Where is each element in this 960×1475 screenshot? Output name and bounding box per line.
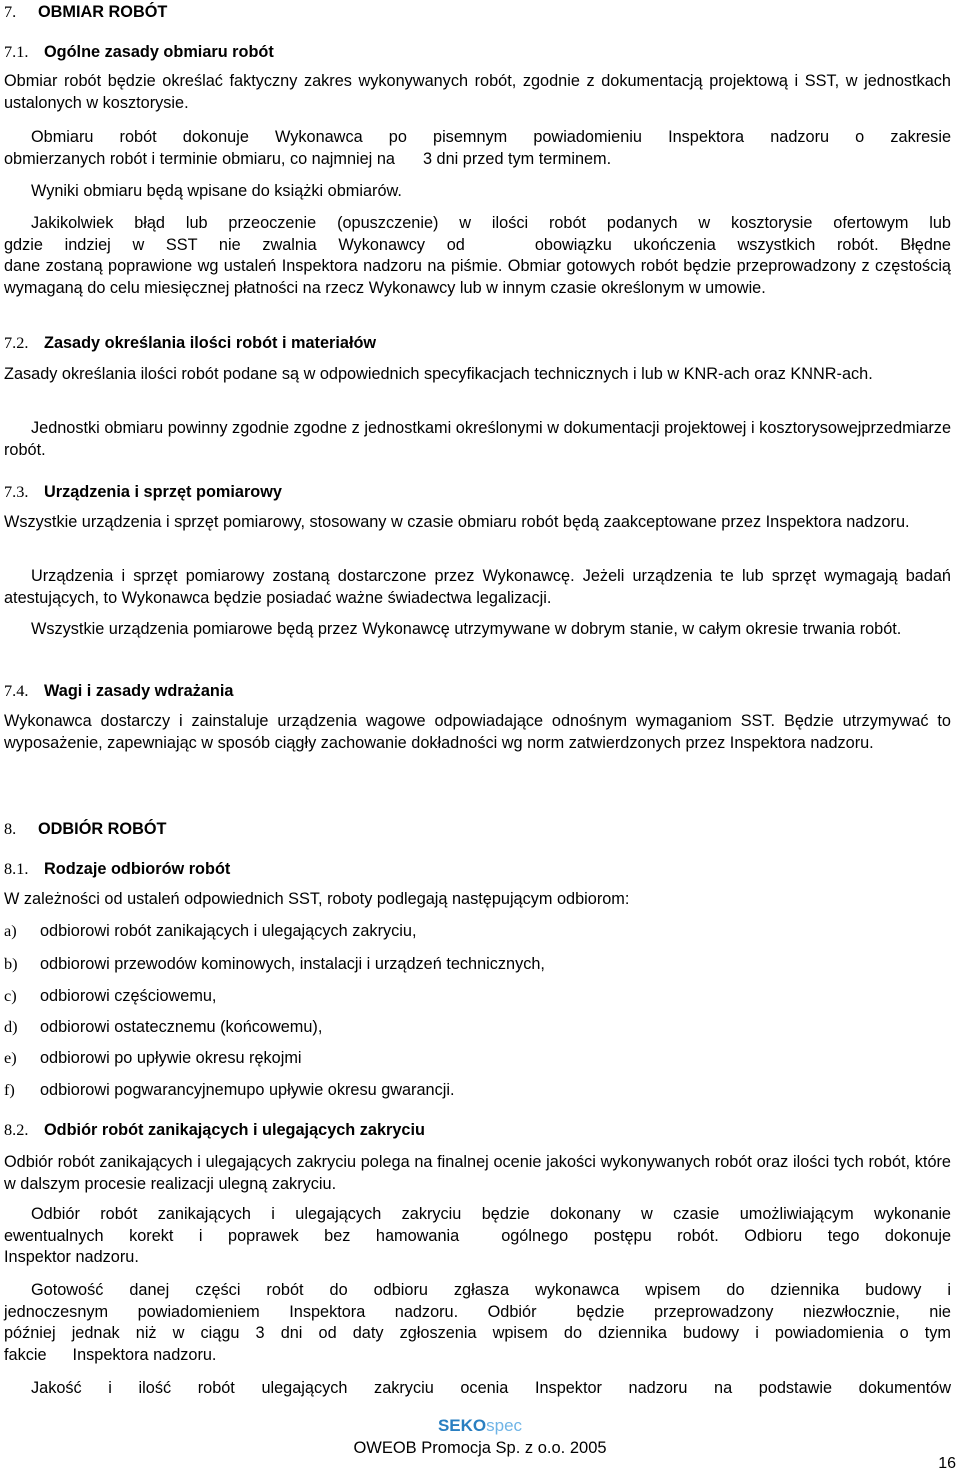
paragraph: Odbiór robót zanikających i ulegających zakryciu polega na finalnej ocenie jakości wykonywanych robót oraz ilości tych robót, które w dalszym procesie realizacji ulegną zakryciu.	[4, 1153, 951, 1193]
subsection-title: Wagi i zasady wdrażania	[44, 682, 234, 700]
subsection-title: Urządzenia i sprzęt pomiarowy	[44, 483, 282, 501]
section-title: OBMIAR ROBÓT	[38, 3, 168, 21]
list-item	[4, 1079, 455, 1102]
paragraph: Wszystkie urządzenia pomiarowe będą przez Wykonawcę utrzymywane w dobrym stanie, w całym okresie trwania robót.	[31, 620, 902, 638]
list-marker: a)	[4, 921, 17, 940]
list-marker: b)	[4, 954, 18, 973]
text-fragment: ogólnego postępu robót. Odbioru tego dokonuje	[501, 1226, 952, 1245]
paragraph: Wykonawca dostarczy i zainstaluje urządzenia wagowe odpowiadające odnośnym wymaganiom SST. Będzie utrzymywać to wyposażenie, zapewniając w sposób ciągły zachowanie dokładności wg norm zatwierdzonych przez Inspektora nadzoru.	[4, 712, 951, 752]
paragraph: Jednostki obmiaru powinny zgodnie zgodne z jednostkami określonymi w dokumentacji projektowej i kosztorysowejprzedmiarze robót.	[4, 419, 951, 459]
subsection-number: 7.1.	[4, 42, 29, 61]
text-fragment: będzie przeprowadzony niezwłocznie, nie	[576, 1302, 951, 1321]
text-fragment: jednoczesnym powiadomieniem Inspektora nadzoru. Odbiór	[4, 1302, 537, 1321]
paragraph-line	[4, 1226, 951, 1248]
subsection-8-1-heading	[4, 858, 951, 881]
text-fragment: 3 dni przed tym terminem.	[422, 149, 612, 168]
text-fragment: Inspektora nadzoru.	[72, 1345, 217, 1364]
page-number: 16	[938, 1455, 956, 1472]
logo-part: spec	[486, 1416, 523, 1435]
section-7-heading	[4, 1, 951, 24]
subsection-number: 7.2.	[4, 333, 29, 352]
list-item	[4, 920, 416, 943]
paragraph-line: później jednak niż w ciągu 3 dni od daty zgłoszenia wpisem do dziennika budowy i powiadomienia o tym	[4, 1324, 951, 1342]
list-marker: d)	[4, 1017, 18, 1036]
paragraph-line: Obmiaru robót dokonuje Wykonawca po pisemnym powiadomieniu Inspektora nadzoru o zakresie	[31, 128, 951, 146]
subsection-7-3-heading	[4, 481, 951, 504]
subsection-title: Ogólne zasady obmiaru robót	[44, 43, 274, 61]
section-title: ODBIÓR ROBÓT	[38, 820, 167, 838]
list-item-text: odbiorowi przewodów kominowych, instalacji i urządzeń technicznych,	[40, 955, 545, 973]
paragraph-line	[4, 1302, 951, 1324]
subsection-7-2-heading	[4, 332, 951, 355]
subsection-number: 8.1.	[4, 859, 29, 878]
paragraph: Wszystkie urządzenia i sprzęt pomiarowy, stosowany w czasie obmiaru robót będą zaakceptowane przez Inspektora nadzoru.	[4, 513, 910, 531]
paragraph-line: Inspektor nadzoru.	[4, 1248, 139, 1266]
text-fragment: ewentualnych korekt i poprawek bez hamowania	[4, 1226, 460, 1245]
subsection-title: Odbiór robót zanikających i ulegających zakryciu	[44, 1121, 425, 1139]
paragraph	[4, 127, 951, 170]
list-marker: e)	[4, 1048, 17, 1067]
text-fragment: fakcie	[4, 1345, 47, 1364]
section-number: 7.	[4, 2, 17, 21]
paragraph-line	[4, 149, 951, 171]
paragraph-line: dane zostaną poprawione wg ustaleń Inspektora nadzoru na piśmie. Obmiar gotowych robót będzie przeprowadzony z częstością wymaganą do celu miesięcznej płatności na rzecz Wykonawcy lub w innym czasie określonym w umowie.	[4, 257, 951, 297]
paragraph: Obmiar robót będzie określać faktyczny zakres wykonywanych robót, zgodnie z dokumentacją projektową i SST, w jednostkach ustalonych w kosztorysie.	[4, 72, 951, 112]
paragraph-line: Odbiór robót zanikających i ulegających zakryciu będzie dokonany w czasie umożliwiającym wykonanie	[31, 1205, 951, 1223]
company-logo	[0, 1415, 960, 1437]
text-fragment: obmierzanych robót i terminie obmiaru, co najmniej na	[4, 149, 395, 168]
footer-company: OWEOB Promocja Sp. z o.o. 2005	[353, 1439, 607, 1457]
paragraph	[4, 1280, 951, 1366]
paragraph: Zasady określania ilości robót podane są w odpowiednich specyfikacjach technicznych i lub w KNR-ach oraz KNNR-ach.	[4, 365, 873, 383]
section-number: 8.	[4, 819, 17, 838]
list-item-text: odbiorowi częściowemu,	[40, 987, 217, 1005]
list-item-text: odbiorowi pogwarancyjnemupo upływie okresu gwarancji.	[40, 1081, 455, 1099]
paragraph	[4, 1204, 951, 1269]
text-fragment: gdzie indziej w SST nie zwalnia Wykonawcy od	[4, 235, 465, 254]
list-item-text: odbiorowi ostatecznemu (końcowemu),	[40, 1018, 323, 1036]
paragraph: Jakość i ilość robót ulegających zakryciu ocenia Inspektor nadzoru na podstawie dokumentów	[31, 1379, 951, 1397]
text-fragment: obowiązku ukończenia wszystkich robót. Błędne	[534, 235, 951, 254]
subsection-title: Zasady określania ilości robót i materiałów	[44, 334, 377, 352]
subsection-number: 7.3.	[4, 482, 29, 501]
list-marker: c)	[4, 986, 17, 1005]
paragraph-line: Jakikolwiek błąd lub przeoczenie (opuszczenie) w ilości robót podanych w kosztorysie ofertowym lub	[31, 214, 951, 232]
paragraph: Urządzenia i sprzęt pomiarowy zostaną dostarczone przez Wykonawcę. Jeżeli urządzenia te lub sprzęt wymagają badań atestujących, to Wykonawca będzie posiadać ważne świadectwa legalizacji.	[4, 567, 951, 607]
subsection-number: 8.2.	[4, 1120, 29, 1139]
list-item-text: odbiorowi robót zanikających i ulegających zakryciu,	[40, 922, 417, 940]
subsection-7-4-heading	[4, 680, 951, 703]
paragraph: Wyniki obmiaru będą wpisane do książki obmiarów.	[31, 182, 402, 200]
paragraph-line: Gotowość danej części robót do odbioru zgłasza wykonawca wpisem do dziennika budowy i	[31, 1281, 951, 1299]
list-item	[4, 953, 545, 976]
list-item-text: odbiorowi po upływie okresu rękojmi	[40, 1049, 302, 1067]
list-item	[4, 985, 216, 1008]
subsection-number: 7.4.	[4, 681, 29, 700]
list-item	[4, 1016, 322, 1039]
section-8-heading	[4, 818, 951, 841]
list-marker: f)	[4, 1080, 15, 1099]
logo-part: SEKO	[437, 1416, 487, 1435]
subsection-7-1-heading	[4, 41, 951, 64]
paragraph-line	[4, 1345, 951, 1367]
paragraph: W zależności od ustaleń odpowiednich SST, roboty podlegają następującym odbiorom:	[4, 890, 630, 908]
paragraph	[4, 213, 951, 299]
list-item	[4, 1047, 302, 1070]
paragraph-line	[4, 235, 951, 257]
subsection-8-2-heading	[4, 1119, 951, 1142]
subsection-title: Rodzaje odbiorów robót	[44, 860, 231, 878]
